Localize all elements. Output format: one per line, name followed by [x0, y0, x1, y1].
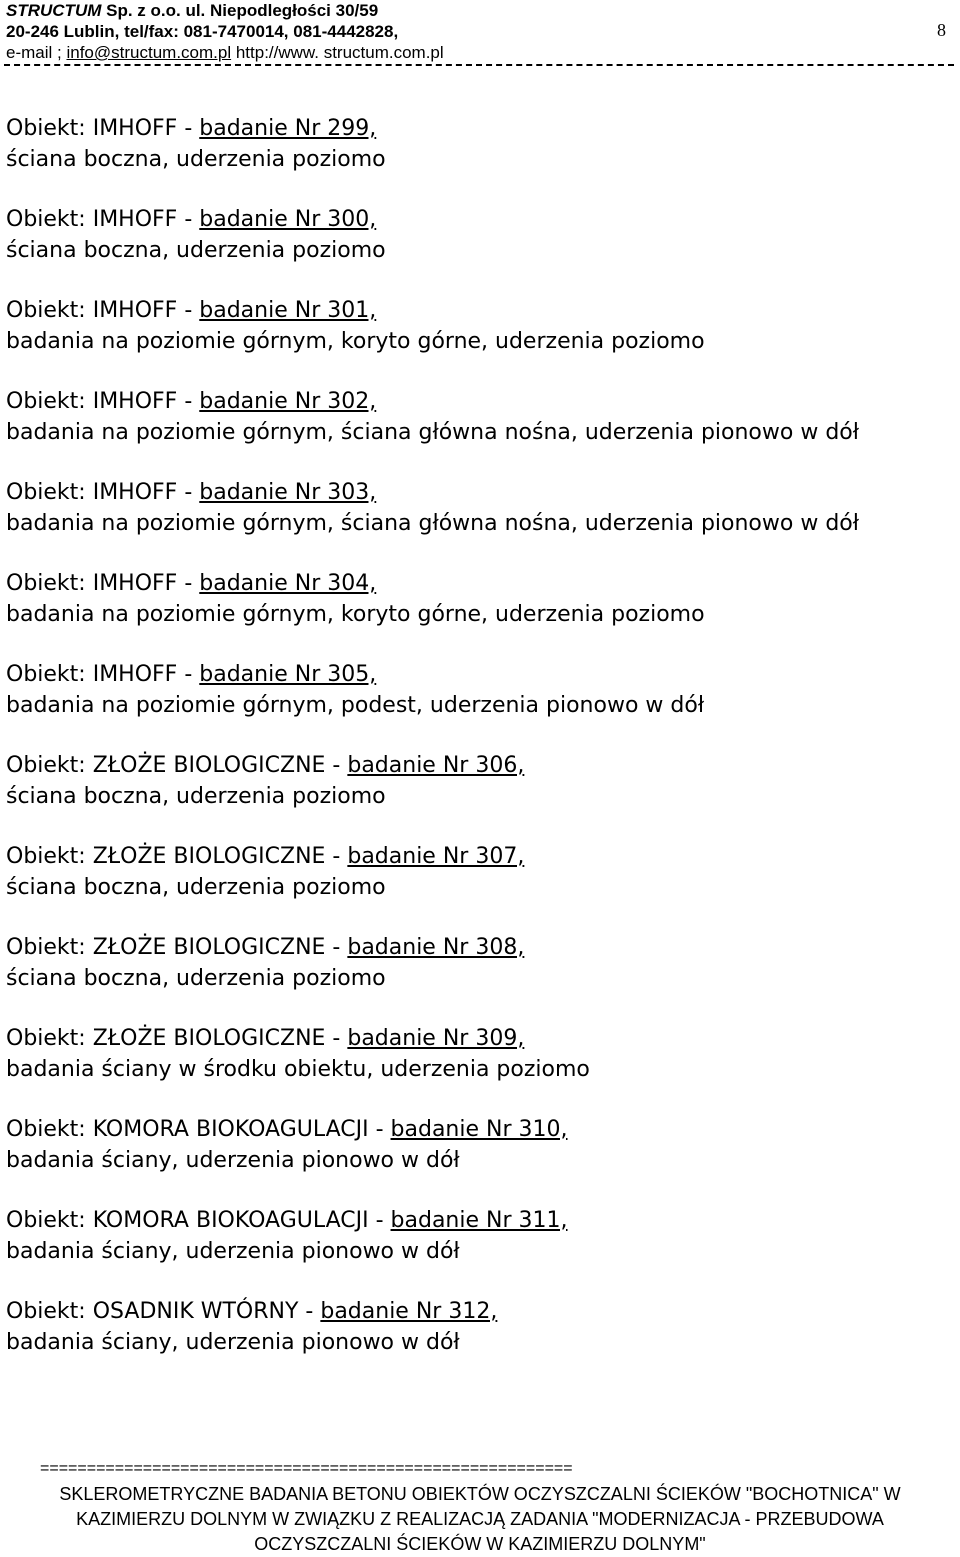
entry-heading — [6, 1297, 956, 1328]
entry — [6, 387, 956, 448]
entry-description: ściana boczna, uderzenia poziomo — [6, 237, 386, 263]
entry — [6, 660, 956, 721]
entry-test-ref: badanie Nr 300, — [199, 207, 377, 232]
entry — [6, 751, 956, 812]
entry-test-ref: badanie Nr 301, — [199, 298, 377, 323]
entry — [6, 205, 956, 266]
entry-heading — [6, 114, 956, 145]
entry-object: Obiekt: ZŁOŻE BIOLOGICZNE - — [6, 1026, 348, 1051]
entry-description: badania ściany, uderzenia pionowo w dół — [6, 1329, 460, 1355]
entry-description: badania na poziomie górnym, ściana główna nośna, uderzenia pionowo w dół — [6, 419, 860, 445]
website-text: http://www. structum.com.pl — [231, 43, 444, 62]
entry-object: Obiekt: ZŁOŻE BIOLOGICZNE - — [6, 753, 348, 778]
footer-line: KAZIMIERZU DOLNYM W ZWIĄZKU Z REALIZACJĄ ZADANIA "MODERNIZACJA - PRZEBUDOWA — [76, 1509, 884, 1529]
entry — [6, 1206, 956, 1267]
entry-description: ściana boczna, uderzenia poziomo — [6, 146, 386, 172]
email-prefix: e-mail ; — [6, 43, 67, 62]
entry-description: badania ściany w środku obiektu, uderzenia poziomo — [6, 1056, 590, 1082]
entry-heading — [6, 660, 956, 691]
entry-test-ref: badanie Nr 310, — [390, 1117, 568, 1142]
company-name: STRUCTUM — [6, 1, 102, 20]
entry-test-ref: badanie Nr 305, — [199, 662, 377, 687]
entry-heading — [6, 933, 956, 964]
entry-heading — [6, 478, 956, 509]
entry-object: Obiekt: IMHOFF - — [6, 116, 200, 141]
entry-description: badania na poziomie górnym, podest, uderzenia pionowo w dół — [6, 692, 705, 718]
entry-object: Obiekt: KOMORA BIOKOAGULACJI - — [6, 1208, 391, 1233]
header-divider — [4, 64, 954, 66]
entry — [6, 296, 956, 357]
entry — [6, 569, 956, 630]
company-address: Sp. z o.o. ul. Niepodległości 30/59 — [101, 1, 379, 20]
entry-object: Obiekt: IMHOFF - — [6, 389, 200, 414]
entry-test-ref: badanie Nr 299, — [199, 116, 377, 141]
entry-test-ref: badanie Nr 306, — [347, 753, 525, 778]
entry-description: badania ściany, uderzenia pionowo w dół — [6, 1147, 460, 1173]
entry-object: Obiekt: OSADNIK WTÓRNY - — [6, 1299, 321, 1324]
entry-heading — [6, 1206, 956, 1237]
page-number: 8 — [937, 20, 946, 40]
entry-test-ref: badanie Nr 304, — [199, 571, 377, 596]
entry — [6, 933, 956, 994]
entry-description: ściana boczna, uderzenia poziomo — [6, 965, 386, 991]
entry-object: Obiekt: IMHOFF - — [6, 662, 200, 687]
entry-object: Obiekt: IMHOFF - — [6, 298, 200, 323]
entry-list — [6, 114, 956, 1388]
entry-heading — [6, 1024, 956, 1055]
entry-test-ref: badanie Nr 308, — [347, 935, 525, 960]
entry-description: badania na poziomie górnym, koryto górne, uderzenia poziomo — [6, 328, 705, 354]
company-line — [6, 0, 444, 21]
footer-line: OCZYSZCZALNI ŚCIEKÓW W KAZIMIERZU DOLNYM" — [254, 1534, 706, 1554]
entry-object: Obiekt: ZŁOŻE BIOLOGICZNE - — [6, 935, 348, 960]
entry-heading — [6, 296, 956, 327]
entry-description: ściana boczna, uderzenia poziomo — [6, 874, 386, 900]
email-link[interactable]: info@structum.com.pl — [66, 43, 232, 62]
entry — [6, 114, 956, 175]
entry-heading — [6, 387, 956, 418]
footer-line: SKLEROMETRYCZNE BADANIA BETONU OBIEKTÓW OCZYSZCZALNI ŚCIEKÓW "BOCHOTNICA" W — [59, 1484, 901, 1504]
entry-test-ref: badanie Nr 309, — [347, 1026, 525, 1051]
entry-object: Obiekt: IMHOFF - — [6, 207, 200, 232]
web-line — [6, 42, 444, 63]
letterhead — [6, 0, 444, 63]
entry-description: badania na poziomie górnym, koryto górne, uderzenia poziomo — [6, 601, 705, 627]
entry-object: Obiekt: KOMORA BIOKOAGULACJI - — [6, 1117, 391, 1142]
entry — [6, 1024, 956, 1085]
entry-description: ściana boczna, uderzenia poziomo — [6, 783, 386, 809]
entry-test-ref: badanie Nr 307, — [347, 844, 525, 869]
entry-description: badania ściany, uderzenia pionowo w dół — [6, 1238, 460, 1264]
entry-test-ref: badanie Nr 312, — [320, 1299, 498, 1324]
entry-heading — [6, 1115, 956, 1146]
entry — [6, 1115, 956, 1176]
footer-divider: ========================================================= — [40, 1460, 573, 1477]
contact-line: 20-246 Lublin, tel/fax: 081-7470014, 081-4442828, — [6, 22, 399, 41]
entry-test-ref: badanie Nr 303, — [199, 480, 377, 505]
entry-heading — [6, 751, 956, 782]
entry-heading — [6, 205, 956, 236]
entry-description: badania na poziomie górnym, ściana główna nośna, uderzenia pionowo w dół — [6, 510, 860, 536]
entry-object: Obiekt: ZŁOŻE BIOLOGICZNE - — [6, 844, 348, 869]
entry — [6, 1297, 956, 1358]
entry-heading — [6, 569, 956, 600]
entry-heading — [6, 842, 956, 873]
entry-test-ref: badanie Nr 302, — [199, 389, 377, 414]
entry — [6, 842, 956, 903]
footer — [0, 1482, 960, 1557]
entry-test-ref: badanie Nr 311, — [390, 1208, 568, 1233]
entry-object: Obiekt: IMHOFF - — [6, 571, 200, 596]
entry-object: Obiekt: IMHOFF - — [6, 480, 200, 505]
entry — [6, 478, 956, 539]
